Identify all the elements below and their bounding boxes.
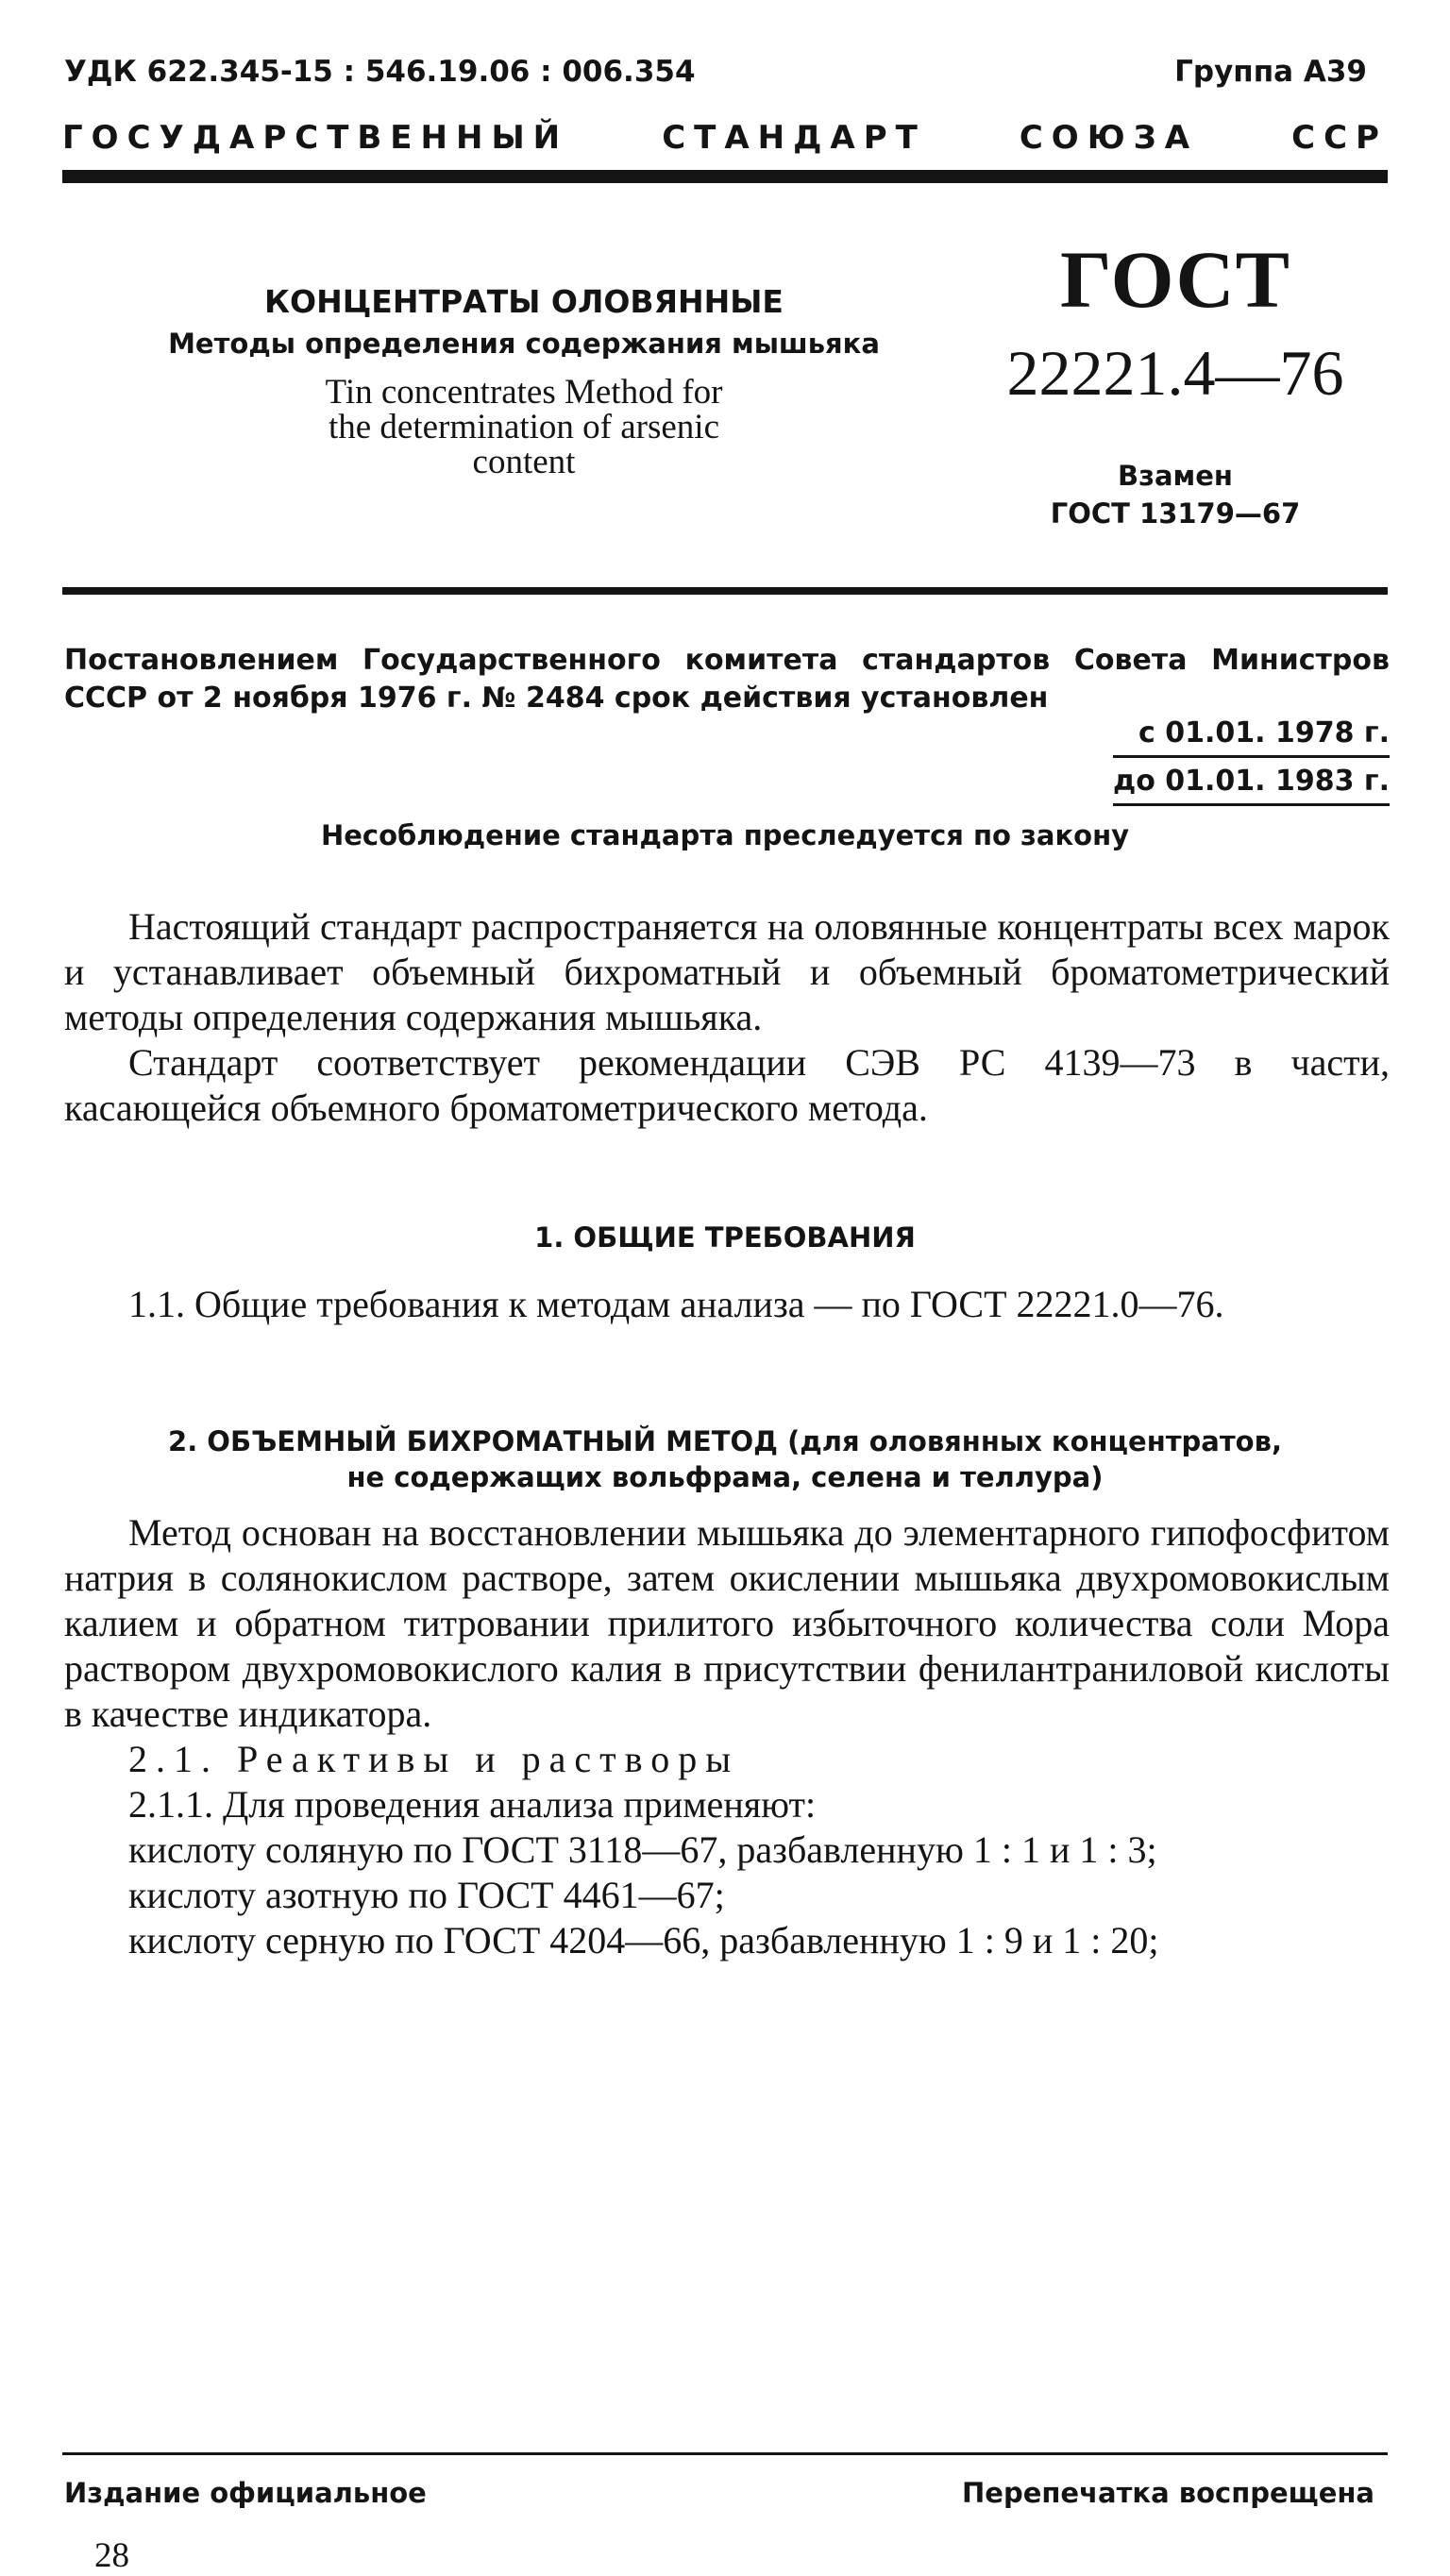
decree (64, 642, 1390, 798)
reagent-item: кислоту соляную по ГОСТ 3118—67, разбавленную 1 : 1 и 1 : 3; (128, 1828, 1157, 1871)
gost-word: ГОСТ (1060, 234, 1290, 325)
footer-edition: Издание официальное (64, 2477, 427, 2509)
decree-word: Министров (1211, 644, 1390, 677)
udk-code: УДК 622.345-15 : 546.19.06 : 006.354 (64, 55, 696, 89)
title-en-line-1: Tin concentrates Method for (325, 373, 723, 412)
decree-word: Совета (1073, 644, 1188, 677)
title-en-line-2: the determination of arsenic (328, 408, 720, 446)
decree-line-1 (64, 642, 1390, 680)
replaces-label: Взамен (1118, 460, 1233, 492)
banner-word-1: ГОСУДАРСТВЕННЫЙ (62, 119, 569, 157)
section-2-heading-line-1: 2. ОБЪЕМНЫЙ БИХРОМАТНЫЙ МЕТОД (для оловянных концентратов, (168, 1425, 1282, 1457)
title-block (160, 283, 887, 480)
footer-rule (62, 2452, 1388, 2455)
banner-word-2: СТАНДАРТ (662, 119, 926, 157)
section-1-paragraph: 1.1. Общие требования к методам анализа — по ГОСТ 22221.0—76. (128, 1283, 1224, 1325)
title-rule (62, 587, 1388, 595)
gost-block (991, 234, 1359, 532)
decree-word: Государственного (362, 644, 661, 677)
banner-word-4: ССР (1291, 119, 1388, 157)
title-en (160, 375, 887, 480)
reagents-heading (64, 1737, 1390, 1782)
section-2-heading (0, 1423, 1450, 1495)
footer-copyright: Перепечатка воспрещена (962, 2477, 1374, 2509)
reagent-item: кислоту азотную по ГОСТ 4461—67; (128, 1874, 725, 1916)
decree-line-2: СССР от 2 ноября 1976 г. № 2484 срок действия установлен (64, 682, 1049, 715)
intro-paragraph-1: Настоящий стандарт распространяется на оловянные концентраты всех марок и устанавливает объемный бихроматный и объемный броматометрический методы определения содержания мышьяка. (64, 905, 1390, 1038)
standard-banner (62, 119, 1388, 157)
reagents-intro: 2.1.1. Для проведения анализа применяют: (128, 1783, 817, 1826)
section-1-text (64, 1282, 1390, 1327)
intro-text (64, 904, 1390, 1131)
section-2-paragraph: Метод основан на восстановлении мышьяка до элементарного гипофосфитом натрия в солянокислом растворе, затем окислении мышьяка двухромовокислым калием и обратном титровании прилитого избыточного количества соли Мора раствором двухромовокислого калия в присутствии фенилантраниловой кислоты в качестве индикатора. (64, 1511, 1390, 1735)
section-1-heading: 1. ОБЩИЕ ТРЕБОВАНИЯ (534, 1221, 916, 1254)
banner-word-3: СОЮЗА (1019, 119, 1199, 157)
header-rule (62, 170, 1388, 183)
decree-word: комитета (684, 644, 838, 677)
valid-to: до 01.01. 1983 г. (1113, 762, 1390, 806)
decree-word: Постановлением (64, 644, 339, 677)
title-en-line-3: content (472, 443, 576, 481)
decree-word: стандартов (862, 644, 1051, 677)
validity-dates (1113, 714, 1390, 810)
replaces-gost: ГОСТ 13179—67 (1050, 497, 1301, 530)
replaces (991, 457, 1359, 532)
valid-from: с 01.01. 1978 г. (1113, 714, 1390, 758)
page-number: 28 (94, 2536, 129, 2575)
legal-notice: Несоблюдение стандарта преследуется по закону (320, 819, 1130, 851)
section-2-heading-line-2: не содержащих вольфрама, селена и теллура) (346, 1461, 1104, 1493)
section-2-text (64, 1510, 1390, 1963)
reagent-item: кислоту серную по ГОСТ 4204—66, разбавленную 1 : 9 и 1 : 20; (128, 1919, 1159, 1961)
intro-paragraph-2: Стандарт соответствует рекомендации СЭВ РС 4139—73 в части, касающейся объемного броматометрического метода. (64, 1041, 1390, 1129)
title-ru-main: КОНЦЕНТРАТЫ ОЛОВЯННЫЕ (264, 283, 784, 320)
title-ru-sub: Методы определения содержания мышьяка (168, 328, 880, 360)
reagents-heading-text: 2.1. Реактивы и растворы (128, 1738, 740, 1780)
gost-number: 22221.4—76 (1006, 337, 1344, 409)
group-code: Группа А39 (1174, 55, 1367, 89)
